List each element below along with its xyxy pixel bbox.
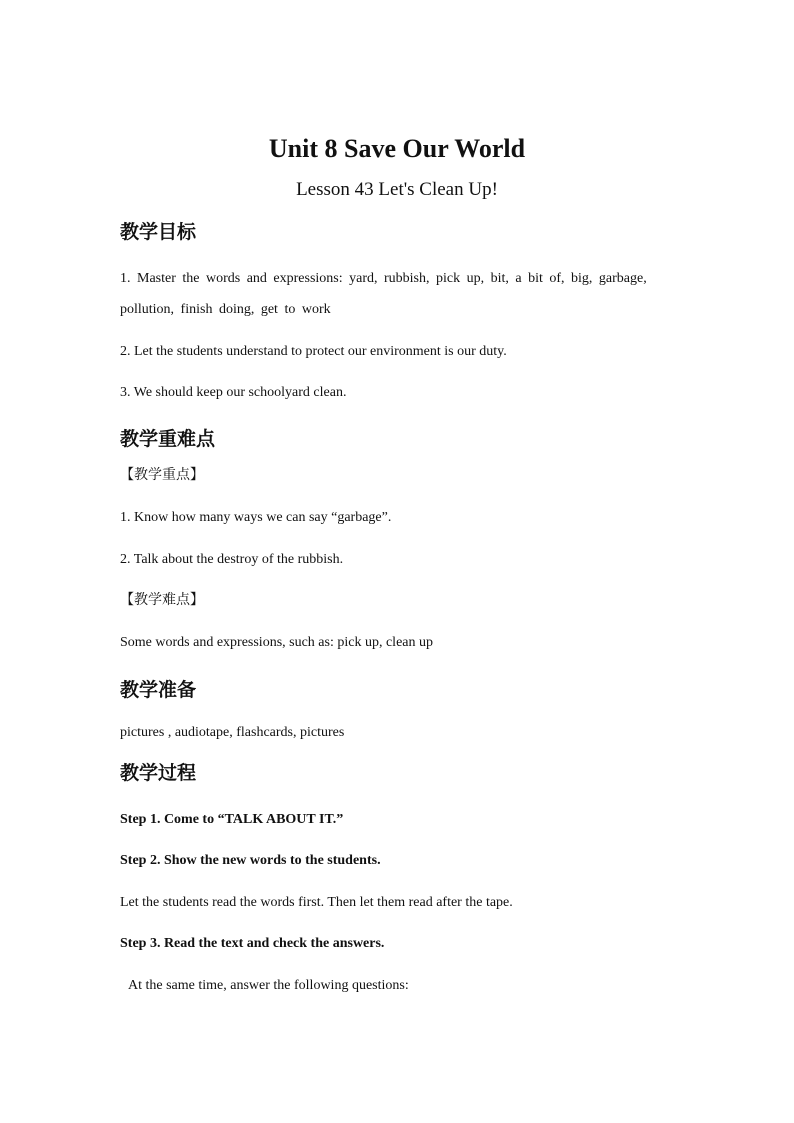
- process-step-2: Step 2. Show the new words to the students.: [120, 853, 381, 868]
- objective-item-3: 3. We should keep our schoolyard clean.: [120, 385, 347, 400]
- process-heading: 教学过程: [120, 762, 197, 784]
- objective-item-1: 1. Master the words and expressions: yard, rubbish, pick up, bit, a bit of, big, garbage, pollution, finish doing, get to work: [120, 271, 647, 317]
- document-title: Unit 8 Save Our World: [268, 134, 526, 163]
- focus-item-2: 2. Talk about the destroy of the rubbish.: [120, 552, 344, 567]
- focus-label: 【教学重点】: [120, 467, 204, 483]
- preparation-heading: 教学准备: [120, 679, 197, 701]
- lesson-subtitle: Lesson 43 Let's Clean Up!: [296, 179, 498, 200]
- preparation-text: pictures , audiotape, flashcards, pictures: [120, 725, 345, 740]
- key-points-heading: 教学重难点: [120, 428, 216, 450]
- objective-item-2: 2. Let the students understand to protect our environment is our duty.: [120, 344, 507, 359]
- process-step-1: Step 1. Come to “TALK ABOUT IT.”: [120, 812, 344, 827]
- difficulty-label: 【教学难点】: [120, 592, 204, 608]
- objectives-heading: 教学目标: [120, 221, 197, 243]
- process-step-2-text: Let the students read the words first. Then let them read after the tape.: [120, 895, 513, 910]
- process-step-3: Step 3. Read the text and check the answers.: [120, 936, 385, 951]
- focus-item-1: 1. Know how many ways we can say “garbage”.: [120, 510, 392, 525]
- process-step-3-text: At the same time, answer the following questions:: [128, 978, 409, 993]
- difficulty-text: Some words and expressions, such as: pick up, clean up: [120, 635, 433, 650]
